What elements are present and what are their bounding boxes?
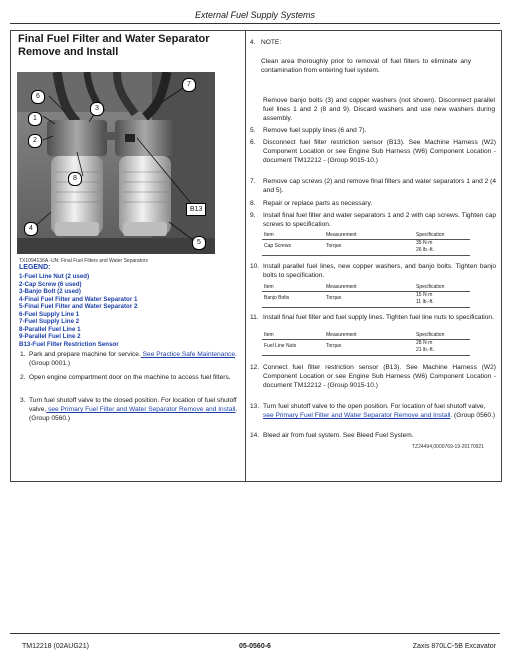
primary-filter-link[interactable]: see Primary Fuel Filter and Water Separator Remove and Install xyxy=(46,406,236,413)
footer-page-number: 05-0560-6 xyxy=(239,643,271,650)
legend-item: 6-Fuel Supply Line 1 xyxy=(19,310,80,318)
step-4-text: Remove banjo bolts (3) and copper washers (not shown). Disconnect parallel fuel lines 1 and 2 (8 and 9). Discard washers and use new washers during assembly. xyxy=(263,97,495,122)
note-text: Clean area thoroughly prior to removal of fuel filters to eliminate any contamination from entering fuel system. xyxy=(261,58,471,74)
callout-1: 1 xyxy=(28,112,42,126)
footer-tm-number: TM12218 (02AUG21) xyxy=(22,643,89,650)
legend-item: 1-Fuel Line Nut (2 used) xyxy=(19,273,90,280)
banjo-bolt-torque-table: Item Measurement Specification Banjo Bolts Torque 15 N·m 11 lb.-ft. xyxy=(262,284,470,308)
step-9: 9. Install final fuel filter and water separators 1 and 2 with cap screws. Tighten cap screws to specification. xyxy=(250,212,496,228)
fuel-line-nut-torque-table: Item Measurement Specification Fuel Line Nuts Torque 28 N·m 21 lb.-ft. xyxy=(262,332,470,356)
legend-item: 4-Final Fuel Filter and Water Separator 1 xyxy=(19,295,138,303)
document-id: TZ24494,0000769-19-20170921 xyxy=(411,444,484,450)
primary-filter-link-2[interactable]: see Primary Fuel Filter and Water Separator Remove and Install xyxy=(263,412,451,419)
legend-item: 2-Cap Screw (6 used) xyxy=(19,280,82,288)
step-3: 3. Turn fuel shutoff valve to the closed position. For location of fuel shutoff valve, see Primary Fuel Filter and Water Separator Remove and Install. (Group 0560.) xyxy=(20,397,238,422)
callout-6: 6 xyxy=(31,90,45,104)
callout-8: 8 xyxy=(68,172,82,186)
legend-item: 7-Fuel Supply Line 2 xyxy=(19,318,80,325)
step-1: 1. Park and prepare machine for service. See Practice Safe Maintenance. (Group 0001.) xyxy=(20,351,237,367)
fuel-filter-photo xyxy=(17,72,215,254)
callout-5: 5 xyxy=(192,236,206,250)
callout-4: 4 xyxy=(24,222,38,236)
footer-rule xyxy=(10,633,500,634)
footer-machine-model: Zaxis 870LC-5B Excavator xyxy=(412,643,496,650)
step-5: 5. Remove fuel supply lines (6 and 7). xyxy=(250,127,367,134)
callout-7: 7 xyxy=(182,78,196,92)
page-header-title: External Fuel Supply Systems xyxy=(194,10,316,20)
callout-3: 3 xyxy=(90,102,104,116)
step-6: 6. Disconnect fuel filter restriction sensor (B13). See Machine Harness (W2) Component Location or see Engine Sub Harness (W6) Component Location - document TM12212 - (Group 9015-10.) xyxy=(250,139,496,164)
step-14: 14. Bleed air from fuel system. See Bleed Fuel System. xyxy=(250,432,414,439)
step-13: 13. Turn fuel shutoff valve to the open position. For location of fuel shutoff valve, see Primary Fuel Filter and Water Separator Remove and Install. (Group 0560.) xyxy=(250,403,496,419)
step-7: 7. Remove cap screws (2) and remove final filters and water separators 1 and 2 (4 and 5). xyxy=(250,178,496,194)
legend-item: B13-Fuel Filter Restriction Sensor xyxy=(19,340,119,348)
step-11: 11. Install final fuel filter and fuel supply lines. Tighten fuel line nuts to specification. xyxy=(250,314,494,321)
header-rule xyxy=(10,23,500,24)
legend-item: 8-Parallel Fuel Line 1 xyxy=(19,325,81,333)
callout-b13: B13 xyxy=(186,203,206,216)
legend-item: 5-Final Fuel Filter and Water Separator 2 xyxy=(19,303,138,310)
callout-2: 2 xyxy=(28,134,42,148)
legend-heading: LEGEND: xyxy=(19,264,51,271)
cap-screw-torque-table: Item Measurement Specification Cap Screws Torque 35 N·m 26 lb.-ft. xyxy=(262,232,470,256)
step-12: 12. Connect fuel filter restriction sensor (B13). See Machine Harness (W2) Component Location or see Engine Sub Harness (W6) Component Location - document TM12212 - (Group 9015-10.) xyxy=(250,364,496,389)
step-10: 10. Install parallel fuel lines, new copper washers, and banjo bolts. Tighten banjo bolts to specification. xyxy=(250,263,496,279)
column-divider xyxy=(245,30,246,482)
step-2: 2. Open engine compartment door on the machine to access fuel filters. xyxy=(20,374,231,381)
legend-item: 3-Banjo Bolt (2 used) xyxy=(19,288,81,295)
step-8: 8. Repair or replace parts as necessary. xyxy=(250,200,373,207)
safe-maintenance-link[interactable]: See Practice Safe Maintenance xyxy=(140,351,235,358)
legend-item: 9-Parallel Fuel Line 2 xyxy=(19,333,81,340)
section-title: Final Fuel Filter and Water Separator Remove and Install xyxy=(18,33,210,58)
figure-caption: TX1094136A -UN: Final Fuel Filters and Water Separators xyxy=(19,258,149,264)
